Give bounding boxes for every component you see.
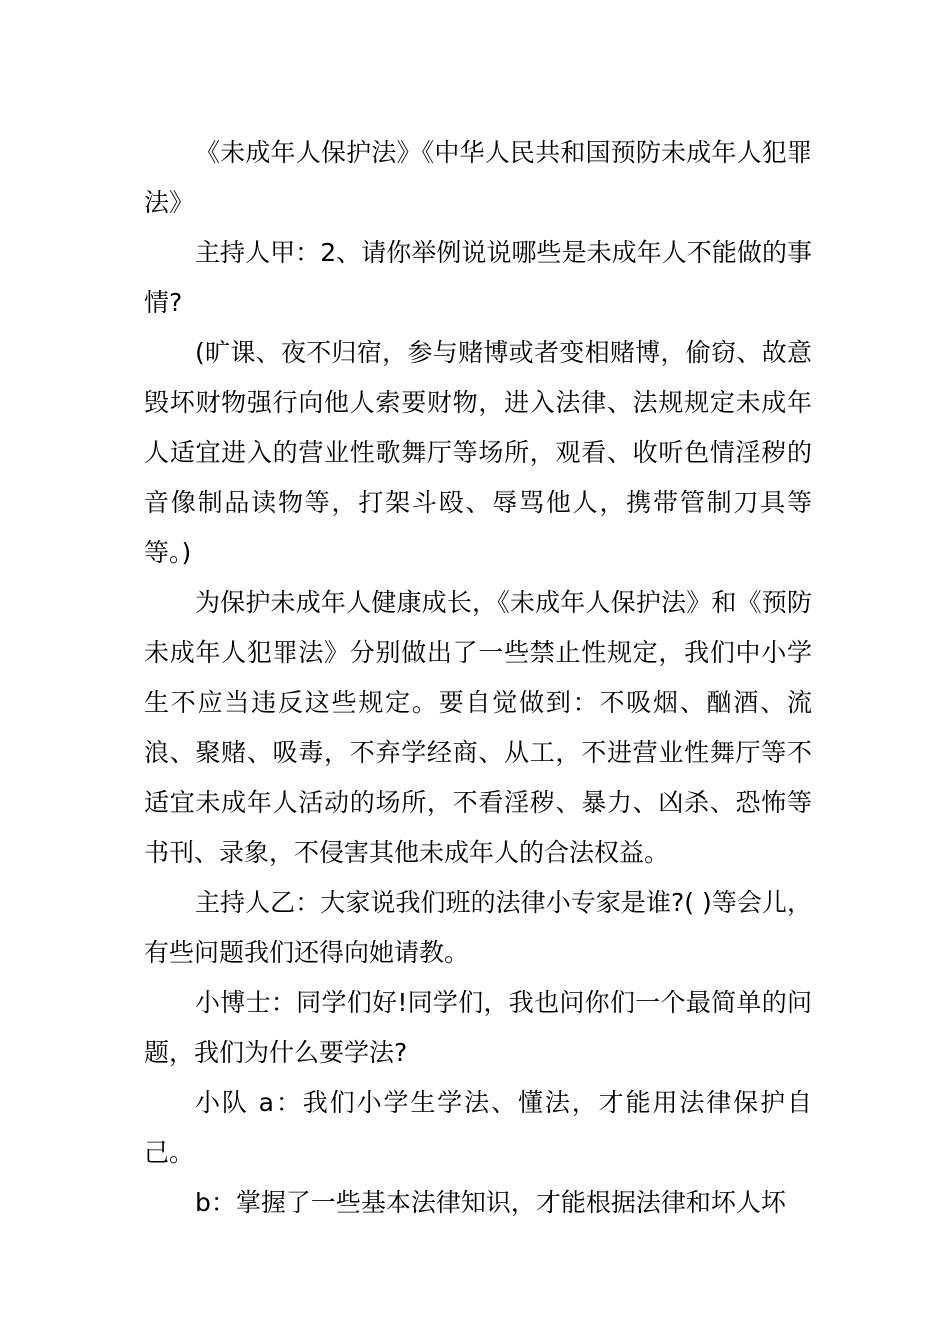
paragraph-law-titles: 《未成年人保护法》《中华人民共和国预防未成年人犯罪法》 <box>144 138 812 217</box>
paragraph-team-a: 小队 a：我们小学生学法、懂法，才能用法律保护自己。 <box>144 1088 812 1167</box>
paragraph-host-a-question: 主持人甲：2、请你举例说说哪些是未成年人不能做的事情? <box>144 238 812 317</box>
paragraph-protection-rules: 为保护未成年人健康成长，《未成年人保护法》和《预防未成年人犯罪法》分别做出了一些禁止性规定，我们中小学生不应当违反这些规定。要自觉做到：不吸烟、酗酒、流浪、聚赌、吸毒，不弃学经商、从工，不进营业性舞厅等不适宜未成年人活动的场所，不看淫秽、暴力、凶杀、恐怖等书刊、录象，不侵害其他未成年人的合法权益。 <box>144 588 812 867</box>
paragraph-host-b: 主持人乙：大家说我们班的法律小专家是谁?( )等会儿，有些问题我们还得向她请教。 <box>144 888 812 967</box>
paragraph-forbidden-acts: (旷课、夜不归宿，参与赌博或者变相赌博，偷窃、故意毁坏财物强行向他人索要财物，进入法律、法规规定未成年人适宜进入的营业性歌舞厅等场所，观看、收听色情淫秽的音像制品读物等，打架斗殴、辱骂他人，携带管制刀具等等。) <box>144 338 812 567</box>
document-body <box>144 128 812 1228</box>
paragraph-team-b: b：掌握了一些基本法律知识，才能根据法律和坏人坏 <box>195 1188 786 1217</box>
paragraph-little-doctor: 小博士：同学们好!同学们，我也问你们一个最简单的问题，我们为什么要学法? <box>144 988 812 1067</box>
